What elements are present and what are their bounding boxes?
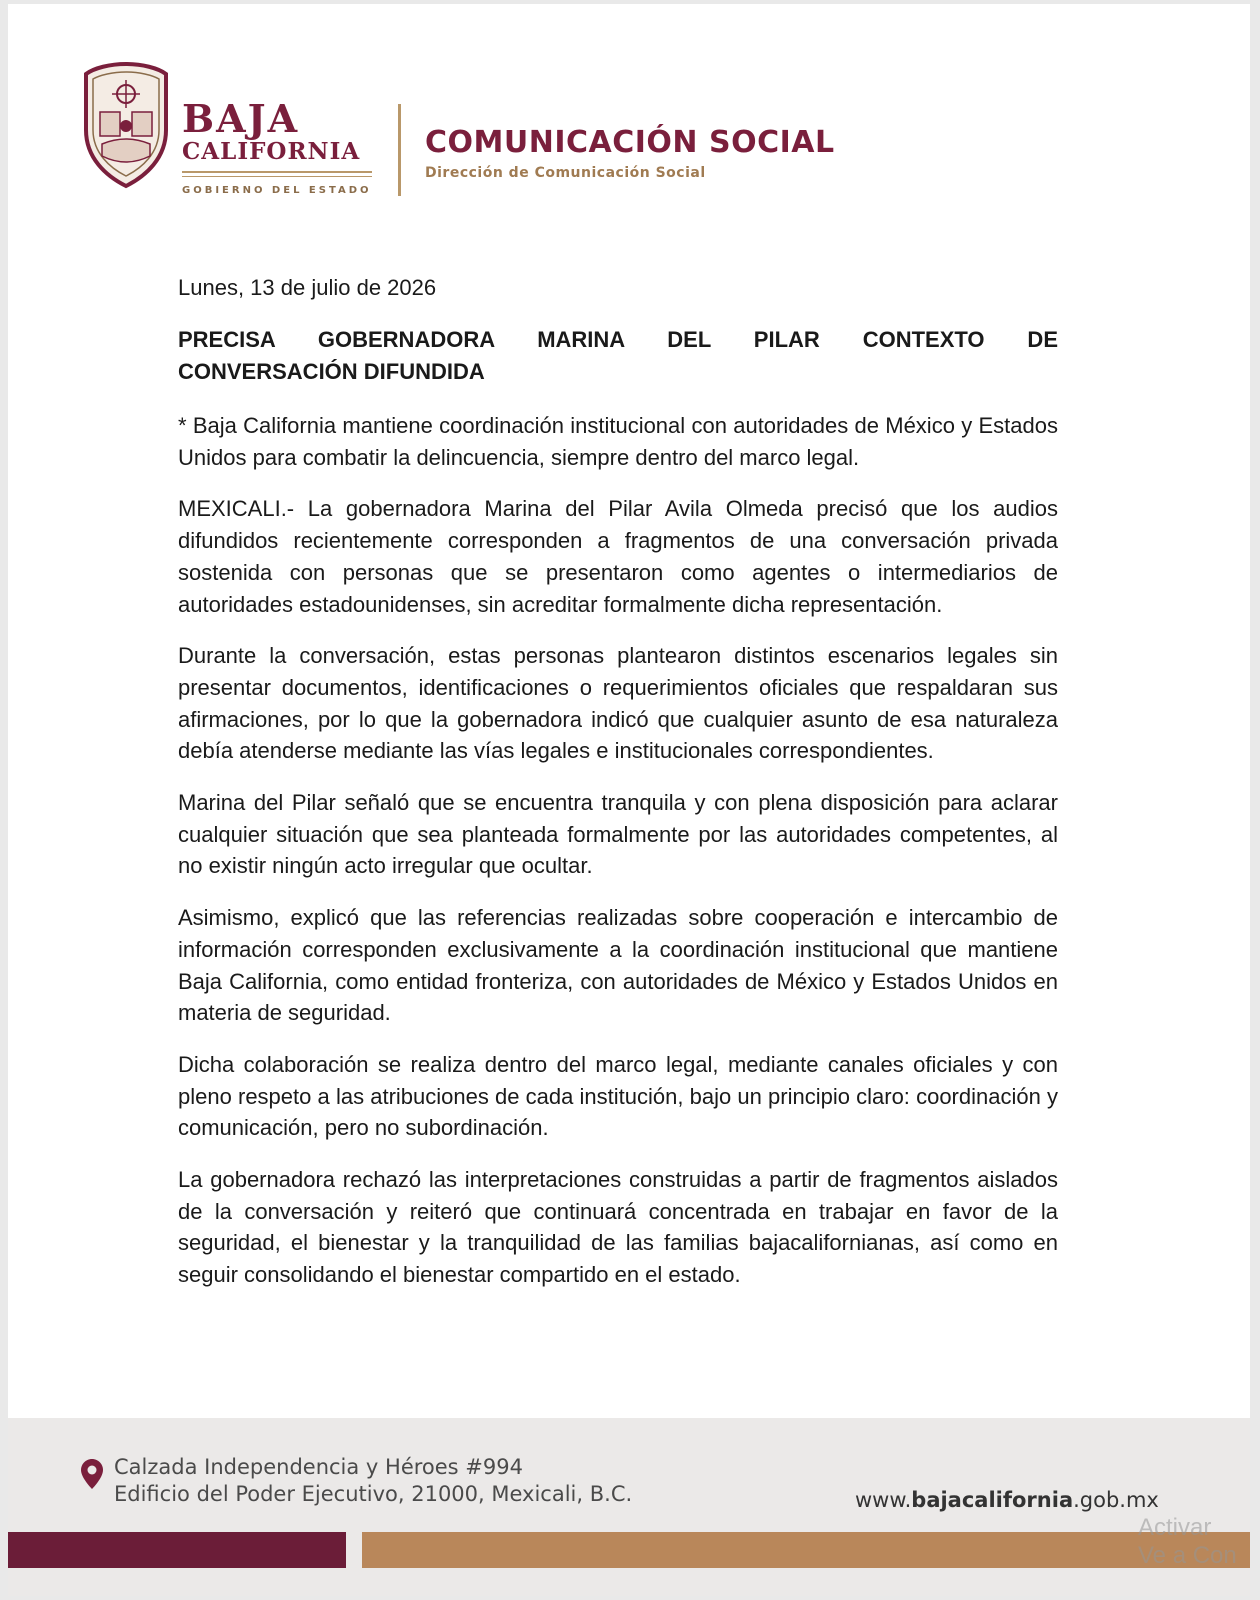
summary-bullet: * Baja California mantiene coordinación institucional con autoridades de México y Estados Unidos para combatir la delincuencia, siempre dentro del marco legal. [178, 413, 1058, 470]
body-paragraph: Dicha colaboración se realiza dentro del marco legal, mediante canales oficiales y con pleno respeto a las atribuciones de cada institución, bajo un principio claro: coordinación y comunicación, pero no subordinación. [178, 1051, 1058, 1141]
headline-line-2: CONVERSACIÓN DIFUNDIDA [178, 359, 485, 384]
footer-website[interactable] [855, 1488, 1159, 1512]
location-pin-icon [80, 1458, 104, 1490]
state-seal [80, 60, 172, 190]
website-domain: bajacalifornia [911, 1488, 1074, 1512]
body-paragraph: Durante la conversación, estas personas plantearon distintos escenarios legales sin presentar documentos, identificaciones o requerimientos oficiales que respaldaran sus afirmaciones, por lo que la gobernadora indicó que cualquier asunto de esa naturaleza debía atenderse mediante las vías legales e institucionales correspondientes. [178, 643, 1058, 764]
footer-address [114, 1454, 632, 1508]
state-wordmark [182, 96, 382, 196]
body-paragraph: Asimismo, explicó que las referencias realizadas sobre cooperación e intercambio de información corresponden exclusivamente a la coordinación institucional que mantiene Baja California, como entidad fronteriza, con autoridades de México y Estados Unidos en materia de seguridad. [178, 905, 1058, 1026]
brand-government-text: GOBIERNO DEL ESTADO [182, 185, 372, 196]
body-paragraph: La gobernadora rechazó las interpretaciones construidas a partir de fragmentos aislados de la conversación y reiteró que continuará concentrada en trabajar en favor de la seguridad, el bienestar y la tranquilidad de las familias bajacalifornianas, así como en seguir consolidando el bienestar compartido en el estado. [178, 1167, 1058, 1288]
header-divider [398, 104, 401, 196]
document-headline [178, 324, 1058, 388]
department-title: COMUNICACIÓN SOCIAL [425, 125, 835, 160]
address-line-1: Calzada Independencia y Héroes #994 [114, 1455, 523, 1479]
press-release-page [8, 4, 1250, 1596]
letterhead [80, 54, 880, 214]
brand-rule [182, 171, 372, 173]
body-paragraph: Marina del Pilar señaló que se encuentra tranquila y con plena disposición para aclarar cualquier situación que sea planteada formalmente por las autoridades competentes, al no existir ningún acto irregular que ocultar. [178, 790, 1058, 879]
website-suffix: .gob.mx [1073, 1488, 1159, 1512]
address-line-2: Edificio del Poder Ejecutivo, 21000, Mexicali, B.C. [114, 1482, 633, 1506]
brand-main-text: BAJA [182, 96, 300, 141]
headline-line-1: PRECISA GOBERNADORA MARINA DEL PILAR CONTEXTO DE [178, 327, 1058, 352]
department-subtitle: Dirección de Comunicación Social [425, 165, 706, 181]
letterhead-footer [8, 1418, 1250, 1596]
watermark-line-1: Activar [1138, 1514, 1212, 1541]
footer-gold-bar [362, 1532, 1250, 1568]
document-date: Lunes, 13 de julio de 2026 [178, 275, 437, 300]
department-block [425, 126, 835, 181]
brand-rule-thin [182, 176, 372, 177]
watermark-line-2: Ve a Con [1138, 1542, 1237, 1569]
website-prefix: www. [855, 1488, 912, 1512]
activation-watermark [1138, 1514, 1237, 1570]
body-paragraph: MEXICALI.- La gobernadora Marina del Pilar Avila Olmeda precisó que los audios difundidos recientemente corresponden a fragmentos de una conversación privada sostenida con personas que se presentaron como agentes o intermediarios de autoridades estadounidenses, sin acreditar formalmente dicha representación. [178, 496, 1058, 617]
brand-sub-text: CALIFORNIA [182, 138, 361, 165]
document-body [178, 272, 1058, 1311]
footer-maroon-bar [8, 1532, 346, 1568]
